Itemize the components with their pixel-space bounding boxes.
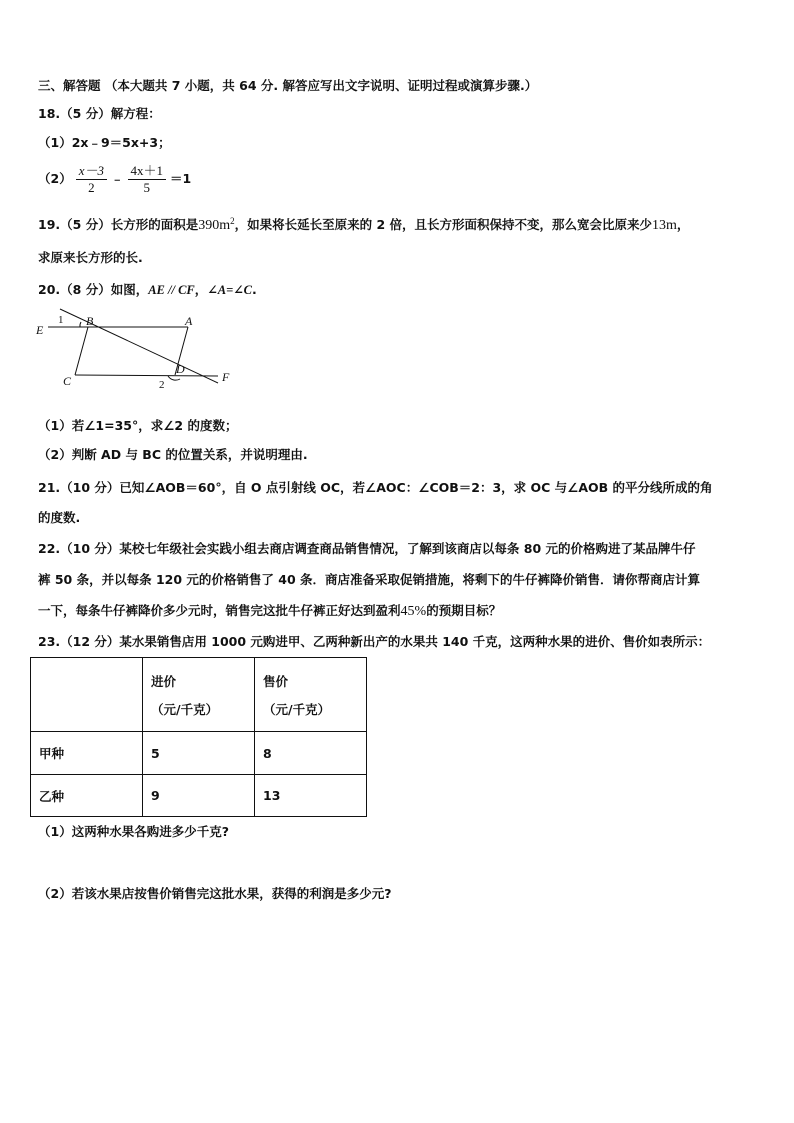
- q21-line1: 21.（10 分）已知∠AOB＝60°，自 O 点引射线 OC，若∠AOC：∠COB＝2：3，求 OC 与∠AOB 的平分线所成的角: [38, 480, 713, 495]
- q19-diff-value: 13m: [652, 218, 677, 234]
- label-a: A: [185, 314, 193, 328]
- fraction-1: [76, 163, 107, 196]
- q22-line3: [38, 603, 501, 620]
- q18-part2-suffix: ＝1: [170, 171, 192, 186]
- q20-part2: （2）判断 AD 与 BC 的位置关系，并说明理由.: [38, 447, 308, 462]
- q20-condition-2: ∠A=∠C: [207, 283, 253, 297]
- label-angle-2: 2: [159, 379, 165, 391]
- row-price: 8: [255, 732, 367, 775]
- angle-1-arc: [80, 322, 81, 327]
- q22-line3-text-c: 的预期目标？: [426, 603, 502, 618]
- header-cost: [143, 658, 255, 732]
- fraction-2: [128, 163, 167, 196]
- row-name: 甲种: [31, 732, 143, 775]
- q19-line2: 求原来长方形的长.: [38, 250, 143, 265]
- q23-part2: （2）若该水果店按售价销售完这批水果，获得的利润是多少元?: [38, 886, 392, 901]
- q18-heading: 18.（5 分）解方程：: [38, 106, 161, 121]
- header-price-title: 售价: [263, 673, 289, 689]
- row-cost: 5: [143, 732, 255, 775]
- q19-text-b: ，如果将长延长至原来的 2 倍，且长方形面积保持不变，那么宽会比原来少: [234, 217, 652, 233]
- minus-sign: ﹣: [110, 171, 124, 186]
- q20-heading: [38, 282, 257, 298]
- q22-line3-text-a: 一下，每条牛仔裤降价多少元时，销售完这批牛仔裤正好达到盈利: [38, 603, 401, 618]
- header-cost-title: 进价: [151, 673, 177, 689]
- q22-profit-percent: 45%: [400, 604, 427, 619]
- section-title: 三、解答题: [38, 78, 101, 93]
- q19-line1: [38, 213, 689, 234]
- q20-head-text: 20.（8 分）如图，: [38, 282, 149, 297]
- label-e: E: [36, 323, 44, 337]
- q18-part2: [38, 162, 191, 196]
- table-header-row: [31, 658, 367, 732]
- q23-part1: （1）这两种水果各购进多少千克?: [38, 824, 229, 839]
- transversal-bd: [60, 309, 218, 383]
- header-price-unit: （元/千克）: [263, 701, 331, 717]
- label-f: F: [222, 370, 230, 384]
- header-cost-unit: （元/千克）: [151, 701, 219, 717]
- q19-text-c: ，: [676, 217, 690, 233]
- q20-separator: ，: [194, 282, 208, 297]
- table-row: [31, 775, 367, 817]
- fraction-1-denominator: 2: [88, 180, 95, 195]
- q22-line1: 22.（10 分）某校七年级社会实践小组去商店调查商品销售情况，了解到该商店以每条 80 元的价格购进了某品牌牛仔: [38, 541, 696, 556]
- label-c: C: [63, 374, 72, 388]
- q21-line2: 的度数.: [38, 510, 81, 525]
- section-note: （本大题共 7 小题，共 64 分. 解答应写出文字说明、证明过程或演算步骤.）: [104, 78, 538, 93]
- q22-line2: 裤 50 条，并以每条 120 元的价格销售了 40 条．商店准备采取促销措施，将剩下的牛仔裤降价销售．请你帮商店计算: [38, 572, 700, 587]
- row-price: 13: [255, 775, 367, 817]
- q18-part2-prefix: （2）: [38, 171, 72, 186]
- header-price: [255, 658, 367, 732]
- q19-text-a: 19.（5 分）长方形的面积是: [38, 217, 199, 233]
- price-table: [30, 657, 367, 817]
- q20-condition-1: AE // CF: [148, 283, 195, 297]
- q23-heading: 23.（12 分）某水果销售店用 1000 元购进甲、乙两种新出产的水果共 140 千克，这两种水果的进价、售价如表所示：: [38, 634, 711, 649]
- table-row: [31, 732, 367, 775]
- label-d: D: [176, 362, 185, 376]
- q20-end: .: [252, 282, 257, 297]
- segment-bc: [75, 327, 88, 375]
- parallel-lines-figure: [30, 307, 240, 392]
- table-corner-cell: [31, 658, 143, 732]
- row-name: 乙种: [31, 775, 143, 817]
- angle-2-arc: [168, 376, 180, 380]
- line-cf: [75, 375, 218, 376]
- fraction-2-denominator: 5: [143, 180, 150, 195]
- q19-area-exponent: 2: [230, 216, 235, 226]
- section-header: [38, 78, 537, 94]
- label-angle-1: 1: [58, 314, 64, 326]
- q19-area-value: 390m: [198, 218, 231, 234]
- fraction-1-numerator: x－3: [78, 163, 104, 178]
- row-cost: 9: [143, 775, 255, 817]
- q18-part1: （1）2x﹣9＝5x+3；: [38, 135, 171, 150]
- q20-part1: （1）若∠1=35°，求∠2 的度数；: [38, 418, 238, 433]
- label-b: B: [86, 314, 94, 328]
- fraction-2-numerator: 4x＋1: [130, 163, 164, 178]
